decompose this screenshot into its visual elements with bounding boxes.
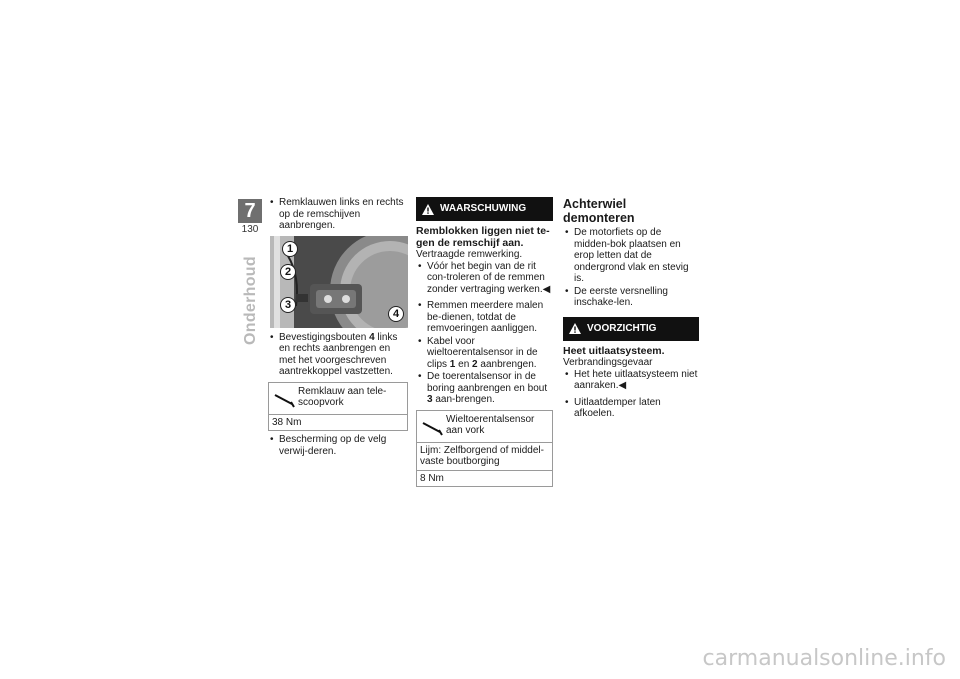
warning-triangle-icon: [422, 204, 434, 215]
callout-3: 3: [280, 297, 296, 313]
list-item: • De eerste versnelling inschake-len.: [563, 286, 699, 309]
list-item: • Het hete uitlaatsysteem niet aanraken.◀: [563, 369, 699, 392]
spec-value: 38 Nm: [269, 414, 407, 431]
warning-heading: Remblokken liggen niet te-gen de remschijf aan.: [416, 225, 550, 249]
caution-banner: VOORZICHTIG: [563, 317, 699, 341]
column-1: [268, 197, 408, 458]
brake-caliper-photo: [270, 236, 408, 328]
caution-subtitle: Verbrandingsgevaar: [563, 357, 653, 368]
callout-4: 4: [388, 306, 404, 322]
list-item: • Uitlaatdemper laten afkoelen.: [563, 397, 699, 420]
torque-spec-box: [268, 382, 408, 432]
torque-spec-box: [416, 410, 553, 488]
section-title: Achterwiel demonteren: [563, 197, 635, 225]
warning-triangle-icon: [569, 323, 581, 334]
warning-banner: WAARSCHUWING: [416, 197, 553, 221]
callout-2: 2: [280, 264, 296, 280]
caution-heading: Heet uitlaatsysteem.: [563, 344, 665, 357]
list-item: • Remmen meerdere malen be-dienen, totdat de remvoeringen aanliggen.: [416, 300, 553, 335]
callout-1: 1: [282, 241, 298, 257]
warning-subtitle: Vertraagde remwerking.: [416, 249, 523, 260]
list-item: • Bescherming op de velg verwij-deren.: [268, 434, 408, 457]
spec-label: Wieltoerentalsensor aan vork: [446, 413, 535, 436]
torque-wrench-icon: [420, 419, 446, 437]
list-item: • Kabel voor wieltoerentalsensor in de clips 1 en 2 aanbrengen.: [416, 336, 553, 371]
list-item: • Remklauwen links en rechts op de remschijven aanbrengen.: [268, 197, 408, 232]
list-item: • Vóór het begin van de rit con-troleren of de remmen zonder vertraging werken.◀: [416, 261, 553, 296]
list-item: • Bevestigingsbouten 4 links en rechts aanbrengen en met het voorgeschreven aantrekkoppel vastzetten.: [268, 332, 408, 378]
list-item: • De toerentalsensor in de boring aanbrengen en bout 3 aan-brengen.: [416, 371, 553, 406]
spec-adhesive: Lijm: Zelfborgend of middel-vaste boutborging: [417, 442, 552, 470]
column-3: [563, 197, 699, 421]
page-number: 130: [241, 224, 259, 235]
spec-value: 8 Nm: [417, 470, 552, 487]
torque-wrench-icon: [272, 391, 298, 409]
chapter-title: Onderhoud: [242, 256, 259, 345]
list-item: • De motorfiets op de midden-bok plaatsen en erop letten dat de ondergrond vlak en stevig is.: [563, 227, 699, 285]
spec-label: Remklauw aan tele-scoopvork: [298, 385, 387, 408]
column-2: [416, 197, 553, 490]
chapter-number: 7: [238, 199, 262, 223]
watermark: carmanualsonline.info: [702, 646, 946, 671]
